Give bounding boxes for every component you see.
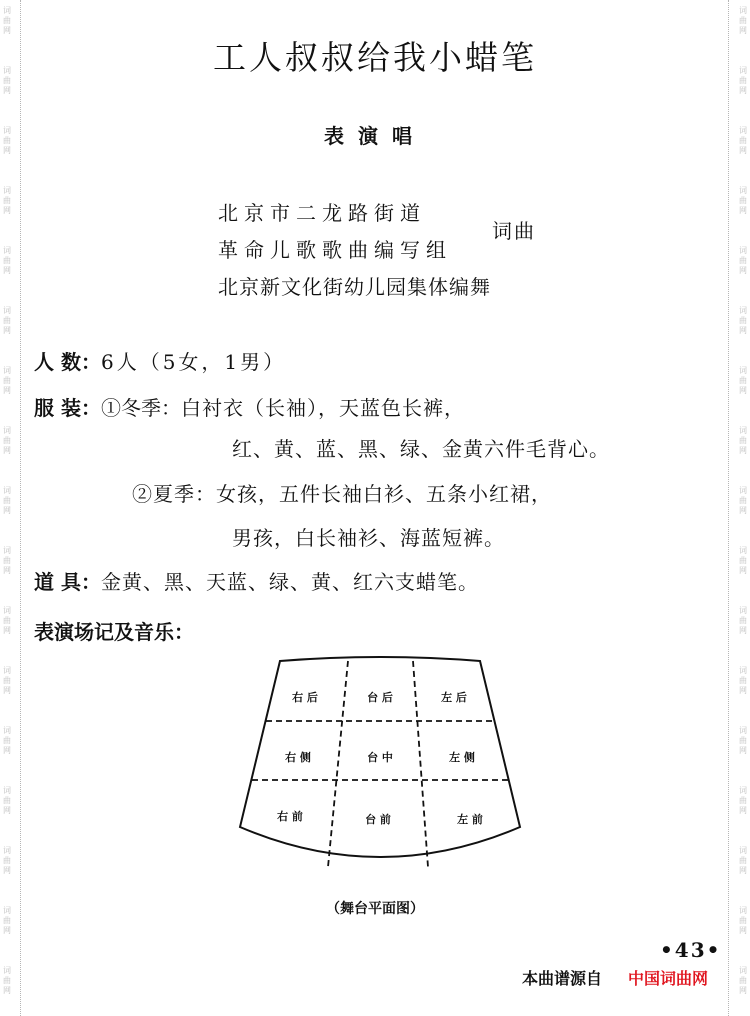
watermark-char: 词 [3, 486, 11, 495]
watermark-char: 曲 [3, 916, 11, 925]
left-watermark-strip [0, 0, 14, 1016]
watermark-char: 词 [739, 6, 747, 15]
watermark-block [0, 186, 14, 216]
watermark-char: 网 [739, 446, 747, 455]
watermark-char: 词 [739, 426, 747, 435]
watermark-char: 曲 [739, 496, 747, 505]
watermark-char: 曲 [3, 16, 11, 25]
watermark-char: 词 [739, 366, 747, 375]
watermark-char: 词 [739, 186, 747, 195]
watermark-char: 网 [3, 926, 11, 935]
watermark-char: 词 [739, 906, 747, 915]
watermark-block [736, 306, 750, 336]
stage-cell-back-left: 左 后 [441, 691, 467, 704]
watermark-block [0, 426, 14, 456]
watermark-char: 曲 [3, 856, 11, 865]
watermark-char: 词 [3, 906, 11, 915]
people-value: 6人（5女，1男） [100, 350, 287, 374]
left-margin-rule [20, 0, 21, 1016]
credit-line-3: 北京新文化街幼儿园集体编舞 [218, 275, 491, 299]
watermark-block [736, 366, 750, 396]
watermark-block [736, 786, 750, 816]
watermark-char: 网 [739, 506, 747, 515]
watermark-char: 曲 [3, 136, 11, 145]
watermark-block [0, 726, 14, 756]
watermark-char: 网 [3, 86, 11, 95]
costume-label: 服 装： [34, 396, 101, 420]
watermark-char: 曲 [3, 196, 11, 205]
watermark-char: 曲 [3, 316, 11, 325]
watermark-char: 网 [739, 386, 747, 395]
watermark-char: 网 [739, 746, 747, 755]
watermark-block [0, 606, 14, 636]
watermark-char: 词 [739, 546, 747, 555]
watermark-char: 曲 [739, 616, 747, 625]
props-row [34, 566, 479, 595]
watermark-char: 曲 [739, 676, 747, 685]
source-site-link[interactable]: 中国词曲网 [628, 969, 709, 988]
watermark-block [736, 966, 750, 996]
watermark-char: 曲 [3, 676, 11, 685]
watermark-char: 曲 [739, 976, 747, 985]
watermark-char: 曲 [3, 376, 11, 385]
watermark-char: 词 [739, 726, 747, 735]
credit-line-1: 北京市二龙路街道 [218, 201, 426, 225]
watermark-block [0, 486, 14, 516]
watermark-char: 曲 [3, 976, 11, 985]
stage-divider-left [328, 661, 348, 867]
watermark-char: 词 [739, 306, 747, 315]
watermark-block [0, 306, 14, 336]
watermark-char: 曲 [3, 436, 11, 445]
winter-line-2: 红、黄、蓝、黑、绿、金黄六件毛背心。 [232, 437, 610, 461]
stage-divider-right [413, 661, 428, 867]
watermark-char: 网 [739, 866, 747, 875]
summer-line-1: 女孩，五件长袖白衫、五条小红裙， [216, 482, 552, 506]
watermark-char: 曲 [739, 256, 747, 265]
summer-line-2: 男孩，白长袖衫、海蓝短裤。 [232, 526, 505, 550]
watermark-char: 词 [3, 966, 11, 975]
watermark-char: 网 [739, 86, 747, 95]
watermark-char: 词 [739, 666, 747, 675]
watermark-char: 曲 [739, 76, 747, 85]
watermark-block [0, 846, 14, 876]
watermark-char: 词 [3, 126, 11, 135]
stage-cell-front-left: 左 前 [457, 813, 483, 826]
watermark-char: 词 [3, 186, 11, 195]
watermark-char: 网 [739, 26, 747, 35]
watermark-char: 曲 [739, 136, 747, 145]
watermark-block [736, 186, 750, 216]
watermark-block [736, 666, 750, 696]
watermark-block [0, 786, 14, 816]
watermark-char: 词 [739, 486, 747, 495]
watermark-block [0, 966, 14, 996]
watermark-char: 网 [3, 446, 11, 455]
props-value: 金黄、黑、天蓝、绿、黄、红六支蜡笔。 [100, 570, 479, 594]
watermark-char: 网 [739, 986, 747, 995]
watermark-char: 词 [3, 66, 11, 75]
watermark-char: 曲 [739, 736, 747, 745]
watermark-char: 词 [739, 126, 747, 135]
watermark-block [736, 486, 750, 516]
watermark-block [0, 666, 14, 696]
watermark-char: 曲 [739, 436, 747, 445]
watermark-char: 网 [739, 146, 747, 155]
props-label: 道 具： [34, 570, 101, 594]
watermark-char: 网 [3, 566, 11, 575]
watermark-char: 词 [3, 606, 11, 615]
watermark-char: 网 [739, 926, 747, 935]
watermark-char: 网 [739, 326, 747, 335]
right-watermark-strip [736, 0, 750, 1016]
watermark-char: 曲 [739, 16, 747, 25]
watermark-char: 网 [3, 686, 11, 695]
watermark-char: 网 [3, 986, 11, 995]
stage-caption: （舞台平面图） [326, 901, 424, 917]
watermark-char: 曲 [3, 496, 11, 505]
winter-label: ①冬季： [100, 396, 181, 420]
watermark-char: 词 [3, 306, 11, 315]
watermark-char: 词 [739, 606, 747, 615]
watermark-block [736, 546, 750, 576]
watermark-char: 曲 [739, 916, 747, 925]
watermark-char: 曲 [3, 556, 11, 565]
watermark-char: 网 [3, 866, 11, 875]
watermark-char: 词 [3, 426, 11, 435]
performance-heading-row [34, 616, 194, 645]
watermark-block [0, 366, 14, 396]
watermark-char: 网 [3, 326, 11, 335]
watermark-char: 词 [739, 966, 747, 975]
watermark-block [0, 246, 14, 276]
watermark-char: 词 [3, 246, 11, 255]
watermark-char: 网 [739, 686, 747, 695]
stage-cell-back-right: 右 后 [292, 691, 318, 704]
stage-cell-back-center: 台 后 [367, 691, 393, 704]
watermark-char: 网 [739, 206, 747, 215]
stage-cell-front-center: 台 前 [365, 813, 391, 826]
watermark-block [0, 546, 14, 576]
watermark-block [736, 426, 750, 456]
watermark-char: 网 [739, 266, 747, 275]
song-subtitle: 表演唱 [324, 124, 426, 148]
watermark-char: 网 [3, 26, 11, 35]
watermark-char: 曲 [739, 376, 747, 385]
watermark-char: 曲 [3, 76, 11, 85]
performance-heading: 表演场记及音乐： [34, 620, 194, 644]
stage-cell-front-right: 右 前 [277, 810, 303, 823]
watermark-char: 词 [739, 846, 747, 855]
stage-plan-diagram [230, 655, 530, 875]
watermark-char: 曲 [739, 856, 747, 865]
watermark-char: 网 [3, 266, 11, 275]
watermark-char: 网 [739, 566, 747, 575]
stage-cell-middle-right: 右 侧 [285, 751, 311, 764]
watermark-char: 曲 [739, 796, 747, 805]
watermark-block [736, 606, 750, 636]
watermark-block [736, 246, 750, 276]
watermark-char: 网 [3, 506, 11, 515]
watermark-char: 网 [3, 626, 11, 635]
watermark-char: 词 [3, 546, 11, 555]
song-title: 工人叔叔给我小蜡笔 [213, 38, 537, 77]
watermark-block [736, 846, 750, 876]
watermark-char: 曲 [739, 196, 747, 205]
watermark-char: 曲 [3, 796, 11, 805]
watermark-char: 曲 [739, 316, 747, 325]
watermark-char: 词 [3, 846, 11, 855]
watermark-char: 曲 [3, 256, 11, 265]
credit-line-2: 革命儿歌歌曲编写组 [218, 238, 452, 262]
watermark-char: 词 [739, 786, 747, 795]
stage-cell-middle-center: 台 中 [367, 751, 393, 764]
watermark-char: 曲 [3, 736, 11, 745]
page-number: •43• [660, 938, 722, 962]
costume-row [34, 392, 465, 421]
watermark-char: 词 [3, 666, 11, 675]
watermark-char: 网 [739, 806, 747, 815]
watermark-char: 网 [3, 746, 11, 755]
watermark-char: 网 [739, 626, 747, 635]
watermark-char: 词 [3, 786, 11, 795]
watermark-char: 网 [3, 806, 11, 815]
summer-label: ②夏季： [132, 482, 216, 506]
credit-role: 词曲 [492, 219, 536, 243]
watermark-char: 曲 [3, 616, 11, 625]
stage-cell-middle-left: 左 侧 [449, 751, 475, 764]
summer-row [132, 478, 552, 507]
watermark-char: 网 [3, 206, 11, 215]
watermark-char: 词 [739, 246, 747, 255]
people-row [34, 346, 286, 375]
right-margin-rule [728, 0, 729, 1016]
source-label: 本曲谱源自 [522, 969, 603, 988]
winter-line-1: 白衬衣（长袖），天蓝色长裤， [180, 396, 465, 420]
watermark-block [736, 726, 750, 756]
watermark-char: 网 [3, 146, 11, 155]
watermark-char: 词 [3, 726, 11, 735]
people-label: 人 数： [34, 350, 101, 374]
watermark-char: 词 [3, 6, 11, 15]
watermark-char: 词 [3, 366, 11, 375]
watermark-char: 词 [739, 66, 747, 75]
watermark-char: 曲 [739, 556, 747, 565]
watermark-char: 网 [3, 386, 11, 395]
